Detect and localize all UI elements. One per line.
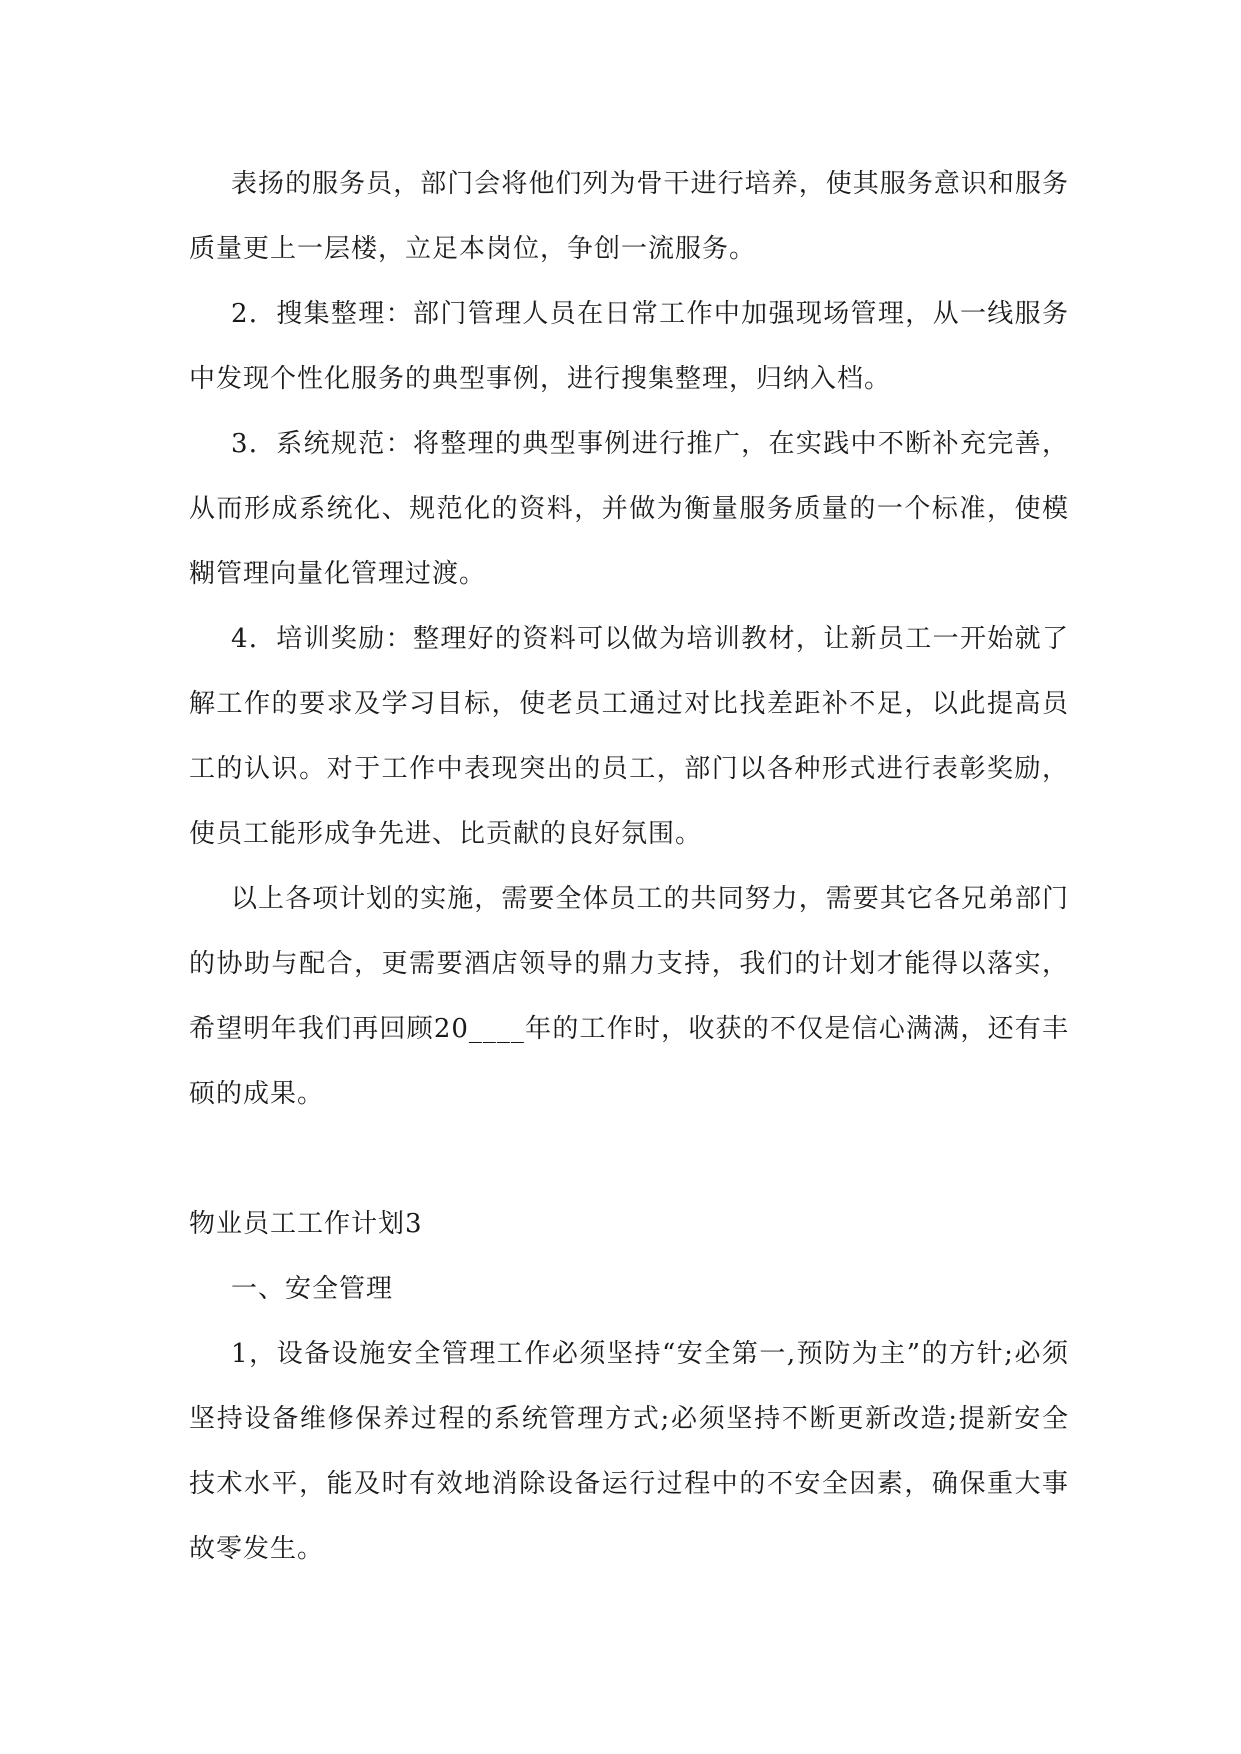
paragraph-standardize: 3．系统规范：将整理的典型事例进行推广，在实践中不断补充完善，从而形成系统化、规范化的资料，并做为衡量服务质量的一个标准，使模糊管理向量化管理过渡。 — [189, 429, 1069, 589]
document-body — [189, 152, 1069, 1582]
section-heading: 一、安全管理 — [231, 1274, 394, 1304]
paragraph-collect: 2．搜集整理：部门管理人员在日常工作中加强现场管理，从一线服务中发现个性化服务的典型事例，进行搜集整理，归纳入档。 — [189, 299, 1069, 394]
paragraph-praise: 表扬的服务员，部门会将他们列为骨干进行培养，使其服务意识和服务质量更上一层楼，立足本岗位，争创一流服务。 — [189, 169, 1069, 264]
paragraph-safety: 1，设备设施安全管理工作必须坚持“安全第一,预防为主”的方针;必须坚持设备维修保养过程的系统管理方式;必须坚持不断更新改造;提新安全技术水平，能及时有效地消除设备运行过程中的不安全因素，确保重大事故零发生。 — [189, 1339, 1069, 1564]
section-title: 物业员工工作计划3 — [189, 1209, 423, 1239]
section-spacer — [189, 1127, 1069, 1192]
paragraph-conclusion: 以上各项计划的实施，需要全体员工的共同努力，需要其它各兄弟部门的协助与配合，更需要酒店领导的鼎力支持，我们的计划才能得以落实，希望明年我们再回顾20____年的工作时，收获的不仅是信心满满，还有丰硕的成果。 — [189, 884, 1069, 1109]
paragraph-training: 4．培训奖励：整理好的资料可以做为培训教材，让新员工一开始就了解工作的要求及学习目标，使老员工通过对比找差距补不足，以此提高员工的认识。对于工作中表现突出的员工，部门以各种形式进行表彰奖励，使员工能形成争先进、比贡献的良好氛围。 — [189, 624, 1069, 849]
